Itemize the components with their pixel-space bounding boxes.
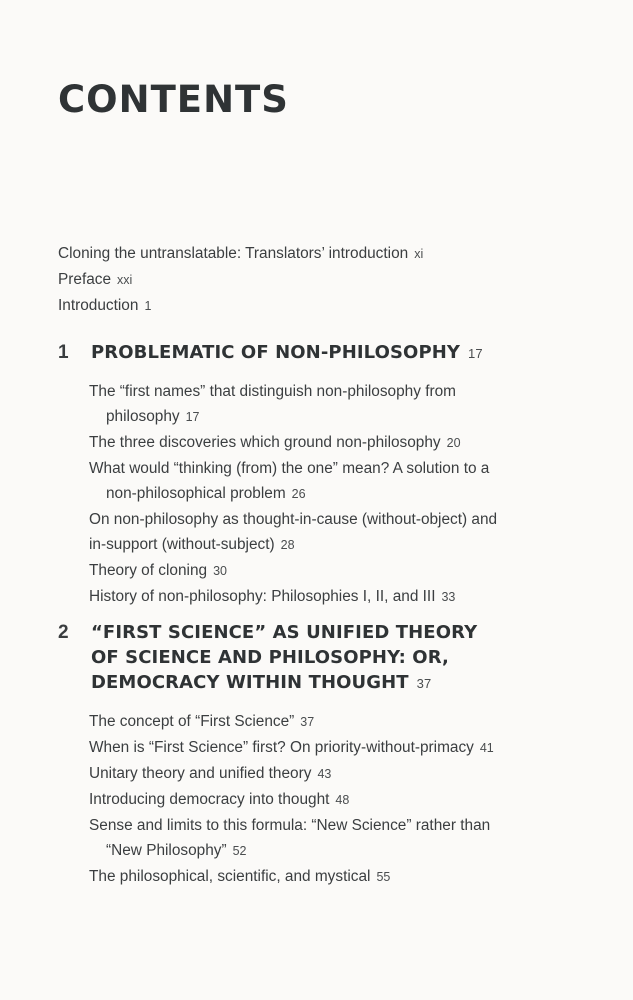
chapter-title-line: OF SCIENCE AND PHILOSOPHY: OR, bbox=[91, 647, 449, 668]
toc-entry bbox=[89, 864, 578, 890]
toc-entry bbox=[89, 709, 578, 735]
entry-label: The “first names” that distinguish non-philosophy from bbox=[89, 383, 456, 400]
chapter-number: 1 bbox=[58, 342, 69, 363]
chapter-title-line: “FIRST SCIENCE” AS UNIFIED THEORY bbox=[91, 622, 478, 643]
entry-label-continued: “New Philosophy” bbox=[106, 842, 227, 859]
page-number: xxi bbox=[117, 273, 133, 287]
page-number: 17 bbox=[468, 346, 483, 361]
entry-label: The philosophical, scientific, and mystical bbox=[89, 868, 371, 885]
chapter-title bbox=[91, 340, 578, 366]
toc-entry bbox=[89, 787, 578, 813]
entry-label: Theory of cloning bbox=[89, 562, 208, 579]
entry-label: Unitary theory and unified theory bbox=[89, 765, 312, 782]
toc-entry bbox=[89, 558, 578, 584]
entry-label-continued: philosophy bbox=[106, 408, 180, 425]
toc-entry bbox=[58, 293, 578, 319]
page-number: 1 bbox=[144, 299, 152, 313]
toc-entry bbox=[58, 267, 578, 293]
entry-label: The three discoveries which ground non-philosophy bbox=[89, 434, 441, 451]
entry-label: Introducing democracy into thought bbox=[89, 791, 330, 808]
chapter-heading bbox=[58, 620, 578, 696]
page-number: 41 bbox=[479, 741, 494, 755]
entry-label: Introduction bbox=[58, 297, 139, 314]
page-number: 52 bbox=[232, 844, 247, 858]
chapter-title-line: DEMOCRACY WITHIN THOUGHT bbox=[91, 672, 409, 693]
page-number: 55 bbox=[376, 870, 391, 884]
toc-entry bbox=[58, 241, 578, 267]
chapter-heading bbox=[58, 340, 578, 366]
page-number: 48 bbox=[335, 793, 350, 807]
entry-label: When is “First Science” first? On priority-without-primacy bbox=[89, 739, 474, 756]
entry-label: Preface bbox=[58, 271, 112, 288]
entry-label: On non-philosophy as thought-in-cause (without-object) and bbox=[89, 511, 498, 528]
toc-entry bbox=[89, 430, 578, 456]
entry-label: Sense and limits to this formula: “New Science” rather than bbox=[89, 817, 491, 834]
toc-entry bbox=[89, 584, 578, 610]
page-number: 20 bbox=[446, 436, 461, 450]
toc-entry bbox=[89, 813, 578, 864]
entry-label-continued: non-philosophical problem bbox=[106, 485, 286, 502]
toc-entry bbox=[89, 735, 578, 761]
chapter-1 bbox=[58, 340, 578, 610]
entry-label: History of non-philosophy: Philosophies I, II, and III bbox=[89, 588, 436, 605]
chapter-title bbox=[91, 620, 578, 696]
toc-entry bbox=[89, 379, 578, 430]
page-number: 28 bbox=[280, 538, 295, 552]
page-number: 17 bbox=[185, 410, 200, 424]
chapter-number: 2 bbox=[58, 622, 69, 643]
chapter-2 bbox=[58, 620, 578, 890]
page-number: 37 bbox=[300, 715, 315, 729]
page-number: 43 bbox=[317, 767, 332, 781]
toc-entry bbox=[89, 456, 578, 507]
entry-label-continued: in-support (without-subject) bbox=[89, 536, 275, 553]
page-number: 30 bbox=[213, 564, 227, 578]
page-number: 33 bbox=[441, 590, 456, 604]
section-list bbox=[58, 709, 578, 890]
page-title: CONTENTS bbox=[58, 78, 289, 121]
entry-label: Cloning the untranslatable: Translators’ introduction bbox=[58, 245, 409, 262]
page-number: 26 bbox=[291, 487, 306, 501]
entry-label: The concept of “First Science” bbox=[89, 713, 295, 730]
section-list bbox=[58, 379, 578, 610]
front-matter-list bbox=[58, 241, 578, 319]
page-number: 37 bbox=[416, 676, 432, 691]
toc-entry bbox=[89, 507, 578, 558]
page-number: xi bbox=[414, 247, 424, 261]
entry-label: What would “thinking (from) the one” mean? A solution to a bbox=[89, 460, 490, 477]
chapter-title-line: PROBLEMATIC OF NON-PHILOSOPHY bbox=[91, 342, 461, 363]
toc-entry bbox=[89, 761, 578, 787]
